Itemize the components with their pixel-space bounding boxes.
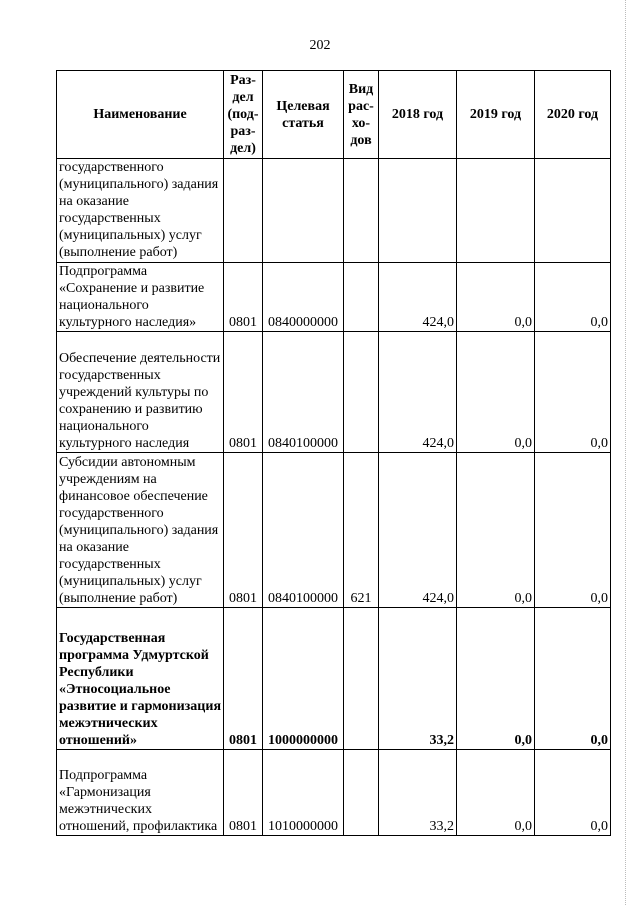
row-2020: 0,0: [535, 608, 611, 750]
row-target: 0840000000: [263, 263, 344, 332]
row-2018: [379, 159, 457, 263]
header-expense-type: Вид рас-хо-дов: [344, 71, 379, 159]
row-2018: 33,2: [379, 750, 457, 836]
row-expense-type: [344, 750, 379, 836]
row-2020: 0,0: [535, 332, 611, 453]
row-name: Подпрограмма «Гармонизация межэтнических отношений, профилактика: [57, 750, 224, 836]
row-section: [224, 159, 263, 263]
row-section: 0801: [224, 608, 263, 750]
row-expense-type: [344, 159, 379, 263]
header-2019: 2019 год: [457, 71, 535, 159]
row-2020: 0,0: [535, 263, 611, 332]
row-2019: 0,0: [457, 453, 535, 608]
row-2020: 0,0: [535, 750, 611, 836]
row-2018: 424,0: [379, 332, 457, 453]
row-2019: 0,0: [457, 332, 535, 453]
table-row: [57, 453, 611, 608]
row-2020: [535, 159, 611, 263]
row-name: Субсидии автономным учреждениям на финансовое обеспечение государственного (муниципального) задания на оказание государственных (муниципальных) услуг (выполнение работ): [57, 453, 224, 608]
table-row: [57, 332, 611, 453]
row-name: Обеспечение деятельности государственных учреждений культуры по сохранению и развитию национального культурного наследия: [57, 332, 224, 453]
row-target: 1010000000: [263, 750, 344, 836]
row-expense-type: [344, 332, 379, 453]
row-section: 0801: [224, 750, 263, 836]
row-expense-type: [344, 608, 379, 750]
row-expense-type: 621: [344, 453, 379, 608]
row-2018: 424,0: [379, 263, 457, 332]
row-name: Государственная программа Удмуртской Республики «Этносоциальное развитие и гармонизация межэтнических отношений»: [57, 608, 224, 750]
table-row: [57, 750, 611, 836]
row-expense-type: [344, 263, 379, 332]
row-section: 0801: [224, 263, 263, 332]
row-2018: 33,2: [379, 608, 457, 750]
row-target: 0840100000: [263, 332, 344, 453]
row-target: 0840100000: [263, 453, 344, 608]
table-row: [57, 159, 611, 263]
header-2020: 2020 год: [535, 71, 611, 159]
table-body: [57, 159, 611, 836]
header-2018: 2018 год: [379, 71, 457, 159]
row-section: 0801: [224, 332, 263, 453]
budget-table: [56, 70, 611, 836]
row-name: государственного (муниципального) задания на оказание государственных (муниципальных) услуг (выполнение работ): [57, 159, 224, 263]
row-2019: 0,0: [457, 750, 535, 836]
row-name: Подпрограмма «Сохранение и развитие национального культурного наследия»: [57, 263, 224, 332]
table-header: [57, 71, 611, 159]
row-2019: [457, 159, 535, 263]
row-target: [263, 159, 344, 263]
header-target: Целевая статья: [263, 71, 344, 159]
row-2019: 0,0: [457, 263, 535, 332]
row-2019: 0,0: [457, 608, 535, 750]
row-2020: 0,0: [535, 453, 611, 608]
page-number: 202: [309, 38, 331, 53]
table-row: [57, 608, 611, 750]
table-row: [57, 263, 611, 332]
scan-edge-divider: [625, 0, 628, 905]
header-section: Раз-дел (под-раз-дел): [224, 71, 263, 159]
header-row: [57, 71, 611, 159]
row-section: 0801: [224, 453, 263, 608]
row-2018: 424,0: [379, 453, 457, 608]
header-name: Наименование: [57, 71, 224, 159]
row-target: 1000000000: [263, 608, 344, 750]
